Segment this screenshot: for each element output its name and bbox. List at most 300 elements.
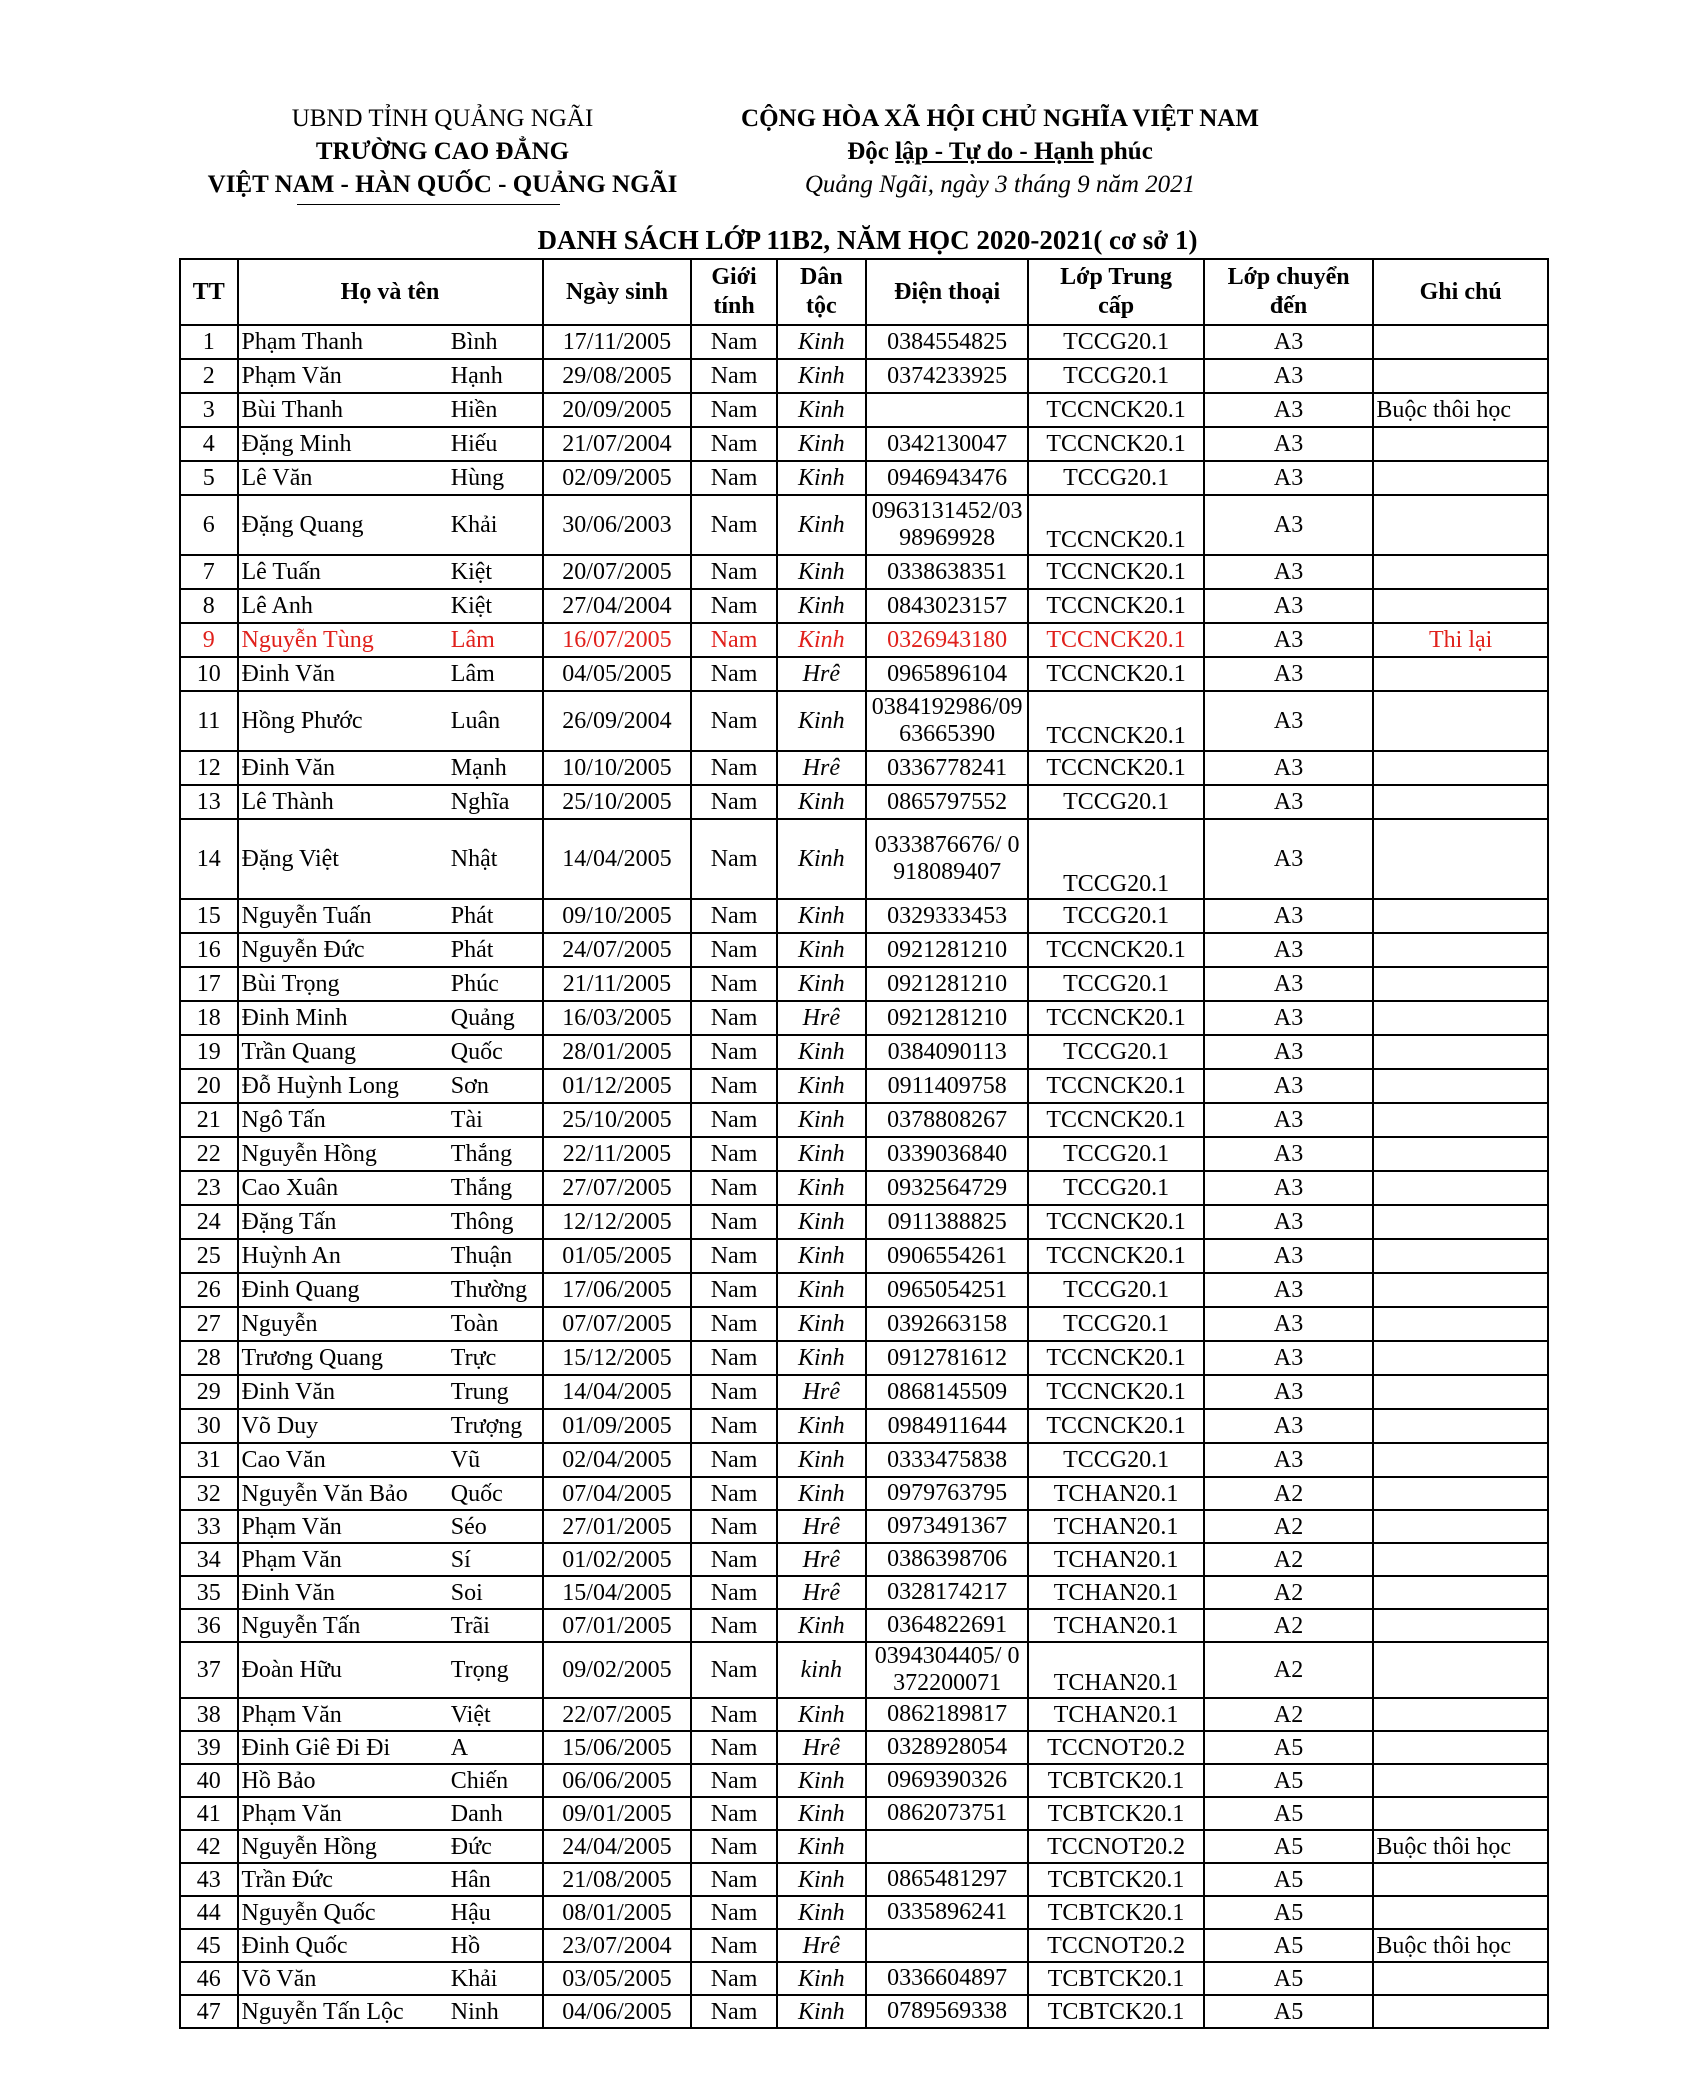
row-ethnic: Kinh: [777, 1171, 866, 1205]
row-surname: Nguyễn Tuấn: [238, 899, 439, 933]
row-gender: Nam: [691, 1698, 776, 1731]
row-number: 17: [180, 967, 238, 1001]
row-number: 30: [180, 1409, 238, 1443]
row-note: [1373, 1137, 1548, 1171]
table-row: [180, 967, 1548, 1001]
table-row: [180, 1797, 1548, 1830]
row-given-name: Nhật: [439, 819, 543, 899]
row-transfer: A3: [1204, 1409, 1373, 1443]
row-number: 21: [180, 1103, 238, 1137]
row-note: [1373, 359, 1548, 393]
motto-part-1: Độc: [847, 138, 896, 165]
row-number: 11: [180, 691, 238, 751]
row-transfer: A3: [1204, 1035, 1373, 1069]
row-number: 38: [180, 1698, 238, 1731]
row-surname: Nguyễn Hồng: [238, 1137, 439, 1171]
row-number: 40: [180, 1764, 238, 1797]
row-given-name: Luân: [439, 691, 543, 751]
row-given-name: Thắng: [439, 1171, 543, 1205]
col-ethnic-l1: Dân: [799, 264, 843, 290]
row-class: TCCNOT20.2: [1028, 1929, 1204, 1962]
row-gender: Nam: [691, 555, 776, 589]
row-surname: Đặng Tấn: [238, 1205, 439, 1239]
row-phone: 0384554825: [866, 325, 1028, 359]
row-dob: 30/06/2003: [543, 495, 692, 555]
row-gender: Nam: [691, 1510, 776, 1543]
row-given-name: Hiếu: [439, 427, 543, 461]
row-class: TCBTCK20.1: [1028, 1863, 1204, 1896]
row-number: 7: [180, 555, 238, 589]
row-phone: 0911409758: [866, 1069, 1028, 1103]
row-surname: Nguyễn: [238, 1307, 439, 1341]
row-transfer: A3: [1204, 1239, 1373, 1273]
row-given-name: Thông: [439, 1205, 543, 1239]
row-dob: 15/12/2005: [543, 1341, 692, 1375]
row-number: 14: [180, 819, 238, 899]
row-gender: Nam: [691, 1576, 776, 1609]
row-given-name: Phát: [439, 899, 543, 933]
table-row: [180, 495, 1548, 555]
row-number: 10: [180, 657, 238, 691]
row-surname: Đinh Minh: [238, 1001, 439, 1035]
row-ethnic: Kinh: [777, 1863, 866, 1896]
row-number: 25: [180, 1239, 238, 1273]
row-note: [1373, 1731, 1548, 1764]
row-phone: [866, 1929, 1028, 1962]
row-dob: 03/05/2005: [543, 1962, 692, 1995]
row-given-name: Phát: [439, 933, 543, 967]
row-dob: 27/01/2005: [543, 1510, 692, 1543]
row-transfer: A3: [1204, 461, 1373, 495]
row-note: [1373, 1069, 1548, 1103]
row-ethnic: Kinh: [777, 1609, 866, 1642]
row-transfer: A3: [1204, 1375, 1373, 1409]
issuer-school: TRƯỜNG CAO ĐẲNG: [315, 138, 570, 165]
row-dob: 16/03/2005: [543, 1001, 692, 1035]
row-transfer: A2: [1204, 1576, 1373, 1609]
row-note: [1373, 1307, 1548, 1341]
row-dob: 16/07/2005: [543, 623, 692, 657]
row-surname: Đặng Quang: [238, 495, 439, 555]
row-given-name: Thường: [439, 1273, 543, 1307]
row-number: 15: [180, 899, 238, 933]
row-number: 34: [180, 1543, 238, 1576]
row-given-name: Tài: [439, 1103, 543, 1137]
row-gender: Nam: [691, 1731, 776, 1764]
row-phone: 0965054251: [866, 1273, 1028, 1307]
row-class: TCCNCK20.1: [1028, 1239, 1204, 1273]
row-class: TCBTCK20.1: [1028, 1995, 1204, 2028]
row-note: [1373, 1375, 1548, 1409]
table-row: [180, 1273, 1548, 1307]
row-dob: 27/07/2005: [543, 1171, 692, 1205]
row-phone: 0921281210: [866, 1001, 1028, 1035]
row-dob: 21/07/2004: [543, 427, 692, 461]
row-phone: 0338638351: [866, 555, 1028, 589]
row-surname: Bùi Thanh: [238, 393, 439, 427]
row-note: [1373, 1171, 1548, 1205]
row-class: TCCNCK20.1: [1028, 495, 1204, 555]
row-class: TCCNCK20.1: [1028, 657, 1204, 691]
row-class: TCBTCK20.1: [1028, 1962, 1204, 1995]
row-note: [1373, 967, 1548, 1001]
row-dob: 20/07/2005: [543, 555, 692, 589]
motto-block: [680, 102, 1320, 201]
row-note: [1373, 1698, 1548, 1731]
row-ethnic: Hrê: [777, 1731, 866, 1764]
row-note: [1373, 1863, 1548, 1896]
row-ethnic: Hrê: [777, 1543, 866, 1576]
row-phone: 0339036840: [866, 1137, 1028, 1171]
row-number: 24: [180, 1205, 238, 1239]
row-transfer: A3: [1204, 1137, 1373, 1171]
row-dob: 01/05/2005: [543, 1239, 692, 1273]
row-surname: Nguyễn Tùng: [238, 623, 439, 657]
row-dob: 07/04/2005: [543, 1477, 692, 1510]
row-transfer: A3: [1204, 899, 1373, 933]
table-row: [180, 657, 1548, 691]
row-dob: 17/06/2005: [543, 1273, 692, 1307]
row-number: 5: [180, 461, 238, 495]
row-given-name: Hiền: [439, 393, 543, 427]
row-phone: 0329333453: [866, 899, 1028, 933]
row-phone: 0328928054: [866, 1731, 1028, 1764]
row-surname: Ngô Tấn: [238, 1103, 439, 1137]
row-given-name: Kiệt: [439, 589, 543, 623]
row-note: [1373, 691, 1548, 751]
row-gender: Nam: [691, 899, 776, 933]
row-class: TCCNCK20.1: [1028, 393, 1204, 427]
row-gender: Nam: [691, 1929, 776, 1962]
row-note: [1373, 657, 1548, 691]
row-phone: 0906554261: [866, 1239, 1028, 1273]
row-surname: Trần Đức: [238, 1863, 439, 1896]
row-ethnic: Hrê: [777, 1375, 866, 1409]
row-transfer: A3: [1204, 1205, 1373, 1239]
table-row: [180, 785, 1548, 819]
row-gender: Nam: [691, 933, 776, 967]
row-given-name: Sơn: [439, 1069, 543, 1103]
row-ethnic: Kinh: [777, 495, 866, 555]
row-dob: 24/04/2005: [543, 1830, 692, 1863]
row-surname: Võ Văn: [238, 1962, 439, 1995]
row-surname: Đinh Văn: [238, 1375, 439, 1409]
table-row: [180, 1995, 1548, 2028]
table-row: [180, 1443, 1548, 1477]
row-note: Buộc thôi học: [1373, 393, 1548, 427]
row-given-name: A: [439, 1731, 543, 1764]
row-phone: 0862073751: [866, 1797, 1028, 1830]
row-transfer: A3: [1204, 1103, 1373, 1137]
row-phone: 0394304405/ 0372200071: [866, 1642, 1028, 1698]
row-class: TCBTCK20.1: [1028, 1797, 1204, 1830]
row-transfer: A3: [1204, 967, 1373, 1001]
row-number: 29: [180, 1375, 238, 1409]
table-row: [180, 1205, 1548, 1239]
row-gender: Nam: [691, 623, 776, 657]
row-gender: Nam: [691, 819, 776, 899]
row-phone: 0333475838: [866, 1443, 1028, 1477]
row-transfer: A5: [1204, 1797, 1373, 1830]
row-transfer: A5: [1204, 1962, 1373, 1995]
row-class: TCCNCK20.1: [1028, 1001, 1204, 1035]
table-row: [180, 899, 1548, 933]
row-dob: 09/10/2005: [543, 899, 692, 933]
row-phone: 0386398706: [866, 1543, 1028, 1576]
col-class-l1: Lớp Trung: [1060, 264, 1172, 290]
table-row: [180, 1103, 1548, 1137]
row-note: [1373, 1103, 1548, 1137]
row-phone: 0862189817: [866, 1698, 1028, 1731]
row-number: 28: [180, 1341, 238, 1375]
row-number: 6: [180, 495, 238, 555]
table-row: [180, 1477, 1548, 1510]
row-given-name: Mạnh: [439, 751, 543, 785]
row-surname: Đinh Văn: [238, 1576, 439, 1609]
row-phone: 0384090113: [866, 1035, 1028, 1069]
row-ethnic: Kinh: [777, 1962, 866, 1995]
row-dob: 26/09/2004: [543, 691, 692, 751]
table-row: [180, 1375, 1548, 1409]
table-row: [180, 1171, 1548, 1205]
col-gender: [691, 259, 776, 325]
row-gender: Nam: [691, 1035, 776, 1069]
row-ethnic: Kinh: [777, 1698, 866, 1731]
row-ethnic: Kinh: [777, 1764, 866, 1797]
row-class: TCBTCK20.1: [1028, 1764, 1204, 1797]
row-given-name: Séo: [439, 1510, 543, 1543]
row-class: TCCG20.1: [1028, 1273, 1204, 1307]
row-transfer: A5: [1204, 1830, 1373, 1863]
row-number: 20: [180, 1069, 238, 1103]
row-surname: Đoàn Hữu: [238, 1642, 439, 1698]
row-gender: Nam: [691, 1477, 776, 1510]
row-note: [1373, 1001, 1548, 1035]
row-number: 22: [180, 1137, 238, 1171]
row-dob: 02/04/2005: [543, 1443, 692, 1477]
col-class: [1028, 259, 1204, 325]
row-surname: Phạm Văn: [238, 1510, 439, 1543]
row-dob: 14/04/2005: [543, 1375, 692, 1409]
table-row: [180, 427, 1548, 461]
row-number: 18: [180, 1001, 238, 1035]
row-class: TCCNCK20.1: [1028, 1409, 1204, 1443]
row-dob: 12/12/2005: [543, 1205, 692, 1239]
row-surname: Nguyễn Tấn: [238, 1609, 439, 1642]
row-transfer: A2: [1204, 1477, 1373, 1510]
row-note: [1373, 1239, 1548, 1273]
row-dob: 23/07/2004: [543, 1929, 692, 1962]
row-surname: Đinh Văn: [238, 657, 439, 691]
row-gender: Nam: [691, 1797, 776, 1830]
row-gender: Nam: [691, 1443, 776, 1477]
row-transfer: A3: [1204, 1273, 1373, 1307]
row-phone: 0921281210: [866, 967, 1028, 1001]
row-surname: Phạm Thanh: [238, 325, 439, 359]
row-ethnic: Kinh: [777, 1103, 866, 1137]
row-number: 41: [180, 1797, 238, 1830]
motto-part-3: phúc: [1093, 138, 1153, 165]
table-row: [180, 555, 1548, 589]
row-transfer: A3: [1204, 1001, 1373, 1035]
row-dob: 14/04/2005: [543, 819, 692, 899]
row-dob: 07/01/2005: [543, 1609, 692, 1642]
row-given-name: Toàn: [439, 1307, 543, 1341]
row-surname: Nguyễn Hồng: [238, 1830, 439, 1863]
row-gender: Nam: [691, 1642, 776, 1698]
row-gender: Nam: [691, 751, 776, 785]
row-ethnic: Kinh: [777, 1035, 866, 1069]
row-number: 42: [180, 1830, 238, 1863]
col-tt: TT: [180, 259, 238, 325]
row-given-name: Sí: [439, 1543, 543, 1576]
table-row: [180, 1830, 1548, 1863]
row-dob: 06/06/2005: [543, 1764, 692, 1797]
row-given-name: Soi: [439, 1576, 543, 1609]
row-phone: 0984911644: [866, 1409, 1028, 1443]
row-number: 23: [180, 1171, 238, 1205]
row-given-name: Đức: [439, 1830, 543, 1863]
row-class: TCHAN20.1: [1028, 1642, 1204, 1698]
row-gender: Nam: [691, 1409, 776, 1443]
row-dob: 28/01/2005: [543, 1035, 692, 1069]
row-note: [1373, 1510, 1548, 1543]
row-surname: Lê Văn: [238, 461, 439, 495]
row-number: 37: [180, 1642, 238, 1698]
row-note: [1373, 899, 1548, 933]
row-class: TCCNOT20.2: [1028, 1830, 1204, 1863]
row-dob: 09/01/2005: [543, 1797, 692, 1830]
row-class: TCHAN20.1: [1028, 1477, 1204, 1510]
row-gender: Nam: [691, 1962, 776, 1995]
row-number: 45: [180, 1929, 238, 1962]
row-number: 19: [180, 1035, 238, 1069]
table-row: [180, 623, 1548, 657]
row-class: TCCNCK20.1: [1028, 691, 1204, 751]
row-dob: 24/07/2005: [543, 933, 692, 967]
row-ethnic: Kinh: [777, 1137, 866, 1171]
row-number: 31: [180, 1443, 238, 1477]
row-note: [1373, 1035, 1548, 1069]
row-surname: Cao Xuân: [238, 1171, 439, 1205]
row-ethnic: Kinh: [777, 1830, 866, 1863]
row-ethnic: Kinh: [777, 1239, 866, 1273]
row-ethnic: Kinh: [777, 1307, 866, 1341]
row-surname: Đỗ Huỳnh Long: [238, 1069, 439, 1103]
row-class: TCCNCK20.1: [1028, 555, 1204, 589]
row-ethnic: Kinh: [777, 1409, 866, 1443]
row-phone: 0868145509: [866, 1375, 1028, 1409]
table-row: [180, 1929, 1548, 1962]
row-phone: 0378808267: [866, 1103, 1028, 1137]
row-number: 8: [180, 589, 238, 623]
row-given-name: Thuận: [439, 1239, 543, 1273]
table-row: [180, 819, 1548, 899]
row-dob: 25/10/2005: [543, 785, 692, 819]
row-number: 43: [180, 1863, 238, 1896]
row-class: TCCNOT20.2: [1028, 1731, 1204, 1764]
motto: [680, 135, 1320, 168]
row-dob: 22/07/2005: [543, 1698, 692, 1731]
row-surname: Phạm Văn: [238, 359, 439, 393]
row-phone: 0335896241: [866, 1896, 1028, 1929]
row-class: TCHAN20.1: [1028, 1698, 1204, 1731]
row-gender: Nam: [691, 1239, 776, 1273]
row-surname: Nguyễn Văn Bảo: [238, 1477, 439, 1510]
row-number: 39: [180, 1731, 238, 1764]
row-transfer: A2: [1204, 1698, 1373, 1731]
row-phone: 0912781612: [866, 1341, 1028, 1375]
table-row: [180, 1341, 1548, 1375]
row-phone: 0843023157: [866, 589, 1028, 623]
row-gender: Nam: [691, 325, 776, 359]
row-class: TCCG20.1: [1028, 899, 1204, 933]
row-phone: 0865481297: [866, 1863, 1028, 1896]
row-phone: 0969390326: [866, 1764, 1028, 1797]
row-number: 36: [180, 1609, 238, 1642]
row-given-name: Danh: [439, 1797, 543, 1830]
row-transfer: A3: [1204, 657, 1373, 691]
row-ethnic: Kinh: [777, 589, 866, 623]
row-gender: Nam: [691, 1069, 776, 1103]
row-transfer: A5: [1204, 1764, 1373, 1797]
row-transfer: A3: [1204, 623, 1373, 657]
row-given-name: Quốc: [439, 1477, 543, 1510]
table-row: [180, 1035, 1548, 1069]
row-ethnic: Kinh: [777, 555, 866, 589]
table-row: [180, 1698, 1548, 1731]
table-row: [180, 359, 1548, 393]
row-ethnic: Kinh: [777, 1205, 866, 1239]
row-transfer: A3: [1204, 1341, 1373, 1375]
row-transfer: A3: [1204, 1307, 1373, 1341]
row-ethnic: Hrê: [777, 1001, 866, 1035]
row-note: [1373, 1609, 1548, 1642]
row-gender: Nam: [691, 1830, 776, 1863]
row-gender: Nam: [691, 785, 776, 819]
row-note: [1373, 785, 1548, 819]
table-row: [180, 1962, 1548, 1995]
table-row: [180, 1543, 1548, 1576]
row-ethnic: Kinh: [777, 623, 866, 657]
row-note: [1373, 1642, 1548, 1698]
row-dob: 04/05/2005: [543, 657, 692, 691]
row-number: 9: [180, 623, 238, 657]
table-row: [180, 1137, 1548, 1171]
row-phone: 0973491367: [866, 1510, 1028, 1543]
row-gender: Nam: [691, 1863, 776, 1896]
row-ethnic: Kinh: [777, 461, 866, 495]
table-row: [180, 1764, 1548, 1797]
table-row: [180, 1409, 1548, 1443]
row-surname: Võ Duy: [238, 1409, 439, 1443]
row-phone: 0328174217: [866, 1576, 1028, 1609]
row-class: TCCNCK20.1: [1028, 427, 1204, 461]
row-note: Buộc thôi học: [1373, 1830, 1548, 1863]
row-surname: Phạm Văn: [238, 1797, 439, 1830]
row-number: 4: [180, 427, 238, 461]
row-number: 47: [180, 1995, 238, 2028]
row-given-name: Ninh: [439, 1995, 543, 2028]
row-number: 46: [180, 1962, 238, 1995]
row-ethnic: Kinh: [777, 899, 866, 933]
row-given-name: Hân: [439, 1863, 543, 1896]
row-note: [1373, 1896, 1548, 1929]
row-ethnic: Kinh: [777, 359, 866, 393]
row-surname: Hồ Bảo: [238, 1764, 439, 1797]
row-ethnic: Hrê: [777, 1510, 866, 1543]
row-transfer: A5: [1204, 1863, 1373, 1896]
